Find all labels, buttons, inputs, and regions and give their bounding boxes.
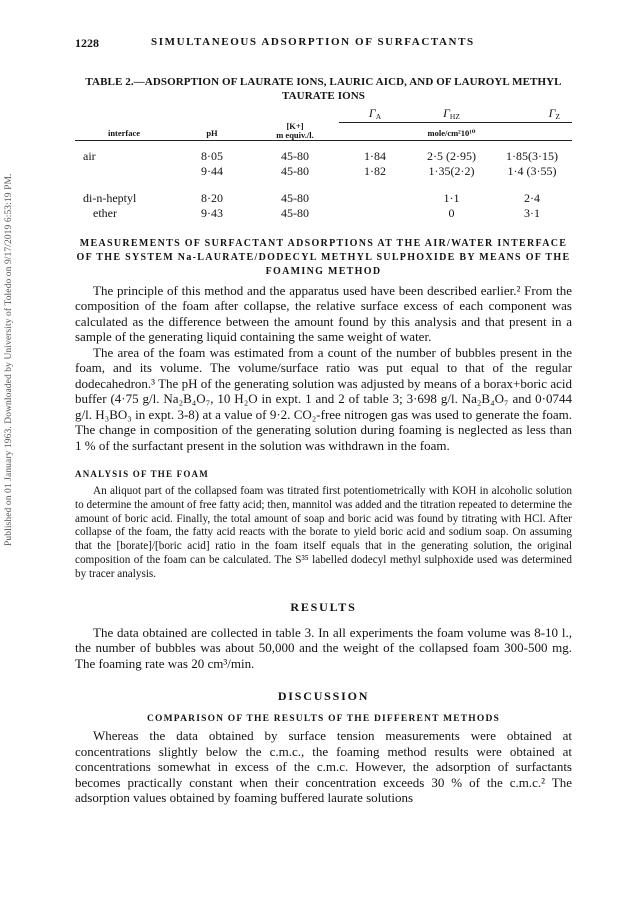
running-head-title: SIMULTANEOUS ADSORPTION OF SURFACTANTS bbox=[151, 36, 475, 48]
table-caption: TABLE 2.—ADSORPTION OF LAURATE IONS, LAURIC AICD, AND OF LAUROYL METHYL TAURATE IONS bbox=[85, 76, 562, 102]
paragraph: An aliquot part of the collapsed foam was titrated first potentiometrically with KOH in alcoholic solution to determine the amount of free fatty acid; then, mannitol was added and the titration repeated to determine the amount of boric acid. Finally, the total amount of soap and boric acid was found by titrating with HCl. After collapse of the foam, the fatty acid reacts with the borate to yield boric acid and sodium soap. On assuming that the [borate]/[boric acid] ratio in the foam itself equals that in the generating solution, the original composition of the foam can be calculated. The S³⁵ labelled dodecyl methyl sulphoxide used was determined by tracer analysis. bbox=[75, 485, 572, 580]
section-heading-analysis: ANALYSIS OF THE FOAM bbox=[75, 469, 209, 479]
table-header-row-labels bbox=[75, 122, 572, 141]
subsection-heading-comparison: COMPARISON OF THE RESULTS OF THE DIFFERENT METHODS bbox=[146, 714, 501, 725]
paragraph: Whereas the data obtained by surface tension measurements were obtained at concentrations slightly below the c.m.c., the foaming method results were obtained at concentrations somewhat in excess of the c.m.c. However, the adsorption of surfactants becomes practically constant when their concentration exceeds 30 % of the c.m.c.² The adsorption values obtained by foaming buffered laurate solutions bbox=[75, 728, 572, 806]
page-number: 1228 bbox=[75, 36, 99, 50]
table-row: di-n-heptyl 8·20 45-80 1·1 2·4 bbox=[83, 190, 540, 205]
header-gamma-hz: $\Gamma_{HZ}$ bbox=[411, 105, 492, 122]
header-k-ion: [K+] bbox=[286, 121, 304, 131]
adsorption-table bbox=[75, 105, 572, 221]
header-ph: pH bbox=[206, 128, 218, 138]
paragraph: The data obtained are collected in table 3. In all experiments the foam volume was 8-10 l., the number of bubbles was about 50,000 and the weight of the collapsed foam 300-500 mg. The foaming rate was 20 cm³/min. bbox=[75, 624, 572, 671]
table-row: ether 9·43 45-80 0 3·1 bbox=[93, 205, 540, 220]
header-gamma-z: $\Gamma_Z$ bbox=[492, 105, 572, 122]
section-heading-results: RESULTS bbox=[290, 599, 357, 614]
header-k-unit: m equiv./l. bbox=[276, 130, 314, 140]
section-heading-discussion: DISCUSSION bbox=[277, 689, 370, 704]
header-unit: mole/cm²10¹⁰ bbox=[427, 128, 476, 138]
section-heading-measurements: MEASUREMENTS OF SURFACTANT ADSORPTIONS AT THE AIR/WATER INTERFACE OF THE SYSTEM Na-LAURATE/DODECYL METHYL SULPHOXIDE BY MEANS OF THE FOAMING METHOD bbox=[76, 237, 571, 277]
download-watermark: Published on 01 January 1963. Downloaded by University of Toledo on 9/17/2019 6:53:19 PM. bbox=[4, 173, 14, 547]
paragraph: The area of the foam was estimated from a count of the number of bubbles present in the foam, and its volume. The volume/surface ratio was put equal to that of the regular dodecahedron.³ The pH of the generating solution was adjusted by means of a borax+boric acid buffer (4·75 g/l. Na₂B₄O₇, 10 H₂O in expt. 1 and 2 of table 3; 3·698 g/l. Na₂B₄O₇ and 0·0744 g/l. H₃BO₃ in expt. 3-8) at a value of 9·2. CO₂-free nitrogen gas was used to generate the foam. The change in composition of the generating solution during foaming is neglected as less than 1 % of the surfactant present in the solution was withdrawn in the foam. bbox=[75, 344, 572, 453]
running-head bbox=[75, 36, 572, 52]
paragraph: The principle of this method and the apparatus used have been described earlier.² From the composition of the foam after collapse, the relative surface excess of each component was calculated as the difference between the amount found by this analysis and that present in a sample of the generating liquid containing the same weight of water. bbox=[75, 282, 572, 344]
header-interface: interface bbox=[107, 128, 141, 138]
page-content bbox=[75, 36, 572, 806]
table-row: air 8·05 45-80 1·84 2·5 (2·95) 1·85(3·15) bbox=[83, 148, 558, 163]
table-row: 9·44 45-80 1·82 1·35(2·2) 1·4 (3·55) bbox=[201, 163, 557, 178]
header-gamma-a: $\Gamma_A$ bbox=[339, 105, 411, 122]
table-header-row-gamma bbox=[75, 105, 572, 122]
